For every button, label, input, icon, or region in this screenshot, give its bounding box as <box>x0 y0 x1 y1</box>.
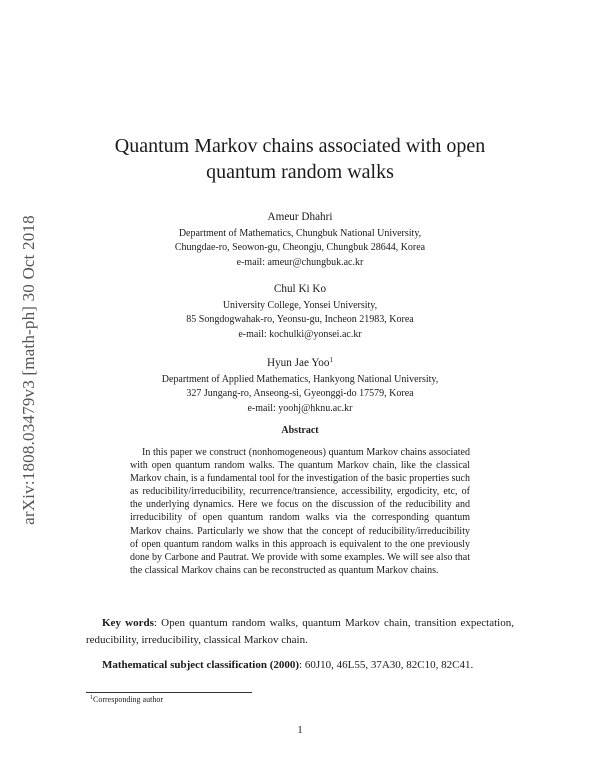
author-email: e-mail: kochulki@yonsei.ac.kr <box>238 328 362 340</box>
author-address: Chungdae-ro, Seowon-gu, Cheongju, Chungbuk 28644, Korea <box>174 242 426 253</box>
arxiv-stamp <box>18 180 40 560</box>
footnote-text: Corresponding author <box>93 695 163 704</box>
title-line-1: Quantum Markov chains associated with open <box>114 135 486 157</box>
paper-title <box>80 133 520 185</box>
author-name: Chul Ki Ko <box>273 283 327 295</box>
corresponding-author-mark: 1 <box>329 356 333 364</box>
abstract-body <box>130 446 470 577</box>
arxiv-stamp-text: arXiv:1808.03479v3 [math-ph] 30 Oct 2018 <box>19 215 38 525</box>
author-address: 327 Jungang-ro, Anseong-si, Gyeonggi-do 17579, Korea <box>186 388 414 399</box>
keywords-text: : Open quantum random walks, quantum Markov chain, transition expectation, reducibility, irreducibility, classical Markov chain. <box>86 617 514 646</box>
msc-section <box>86 657 514 674</box>
author-name: Ameur Dhahri <box>267 211 333 223</box>
author-block-2 <box>100 282 500 342</box>
footnote-divider <box>86 692 252 693</box>
title-line-2: quantum random walks <box>206 161 394 183</box>
author-email: e-mail: yoohj@hknu.ac.kr <box>247 402 353 414</box>
footnote <box>90 695 163 704</box>
msc-label: Mathematical subject classification (2000) <box>102 659 300 671</box>
author-affiliation: University College, Yonsei University, <box>222 299 378 311</box>
author-block-1 <box>100 210 500 270</box>
page-number: 1 <box>297 724 303 736</box>
keywords-label: Key words <box>102 617 154 629</box>
author-affiliation: Department of Applied Mathematics, Hankyong National University, <box>161 373 439 385</box>
author-name: Hyun Jae Yoo$^1$ <box>267 356 333 369</box>
author-block-3 <box>100 353 500 416</box>
author-email: e-mail: ameur@chungbuk.ac.kr <box>236 256 364 268</box>
footnote-mark: 1 <box>90 695 93 701</box>
abstract-heading: Abstract <box>281 425 319 436</box>
author-address: 85 Songdogwahak-ro, Yeonsu-gu, Incheon 21983, Korea <box>186 314 414 325</box>
keywords-section <box>86 615 514 649</box>
msc-text: : 60J10, 46L55, 37A30, 82C10, 82C41. <box>299 659 474 671</box>
author-affiliation: Department of Mathematics, Chungbuk National University, <box>178 227 422 239</box>
abstract-text: In this paper we construct (nonhomogeneous) quantum Markov chains associated with open quantum random walks. The quantum Markov chain, like the classical Markov chain, is a fundamental tool for the investigation of the basic properties such as reducibility/irreducibility, recurrence/transience, accessibility, ergodicity, etc, of the underlying dynamics. Here we focus on the discussion of the reducibility and irreducibility of open quantum random walks via the corresponding quantum Markov chains. Particularly we show that the concept of reducibility/irreducibility of open quantum random walks in this approach is equivalent to the one previously done by Carbone and Pautrat. We provide with some examples. We will see also that the classical Markov chains can be reconstructed as quantum Markov chains. <box>130 447 470 576</box>
